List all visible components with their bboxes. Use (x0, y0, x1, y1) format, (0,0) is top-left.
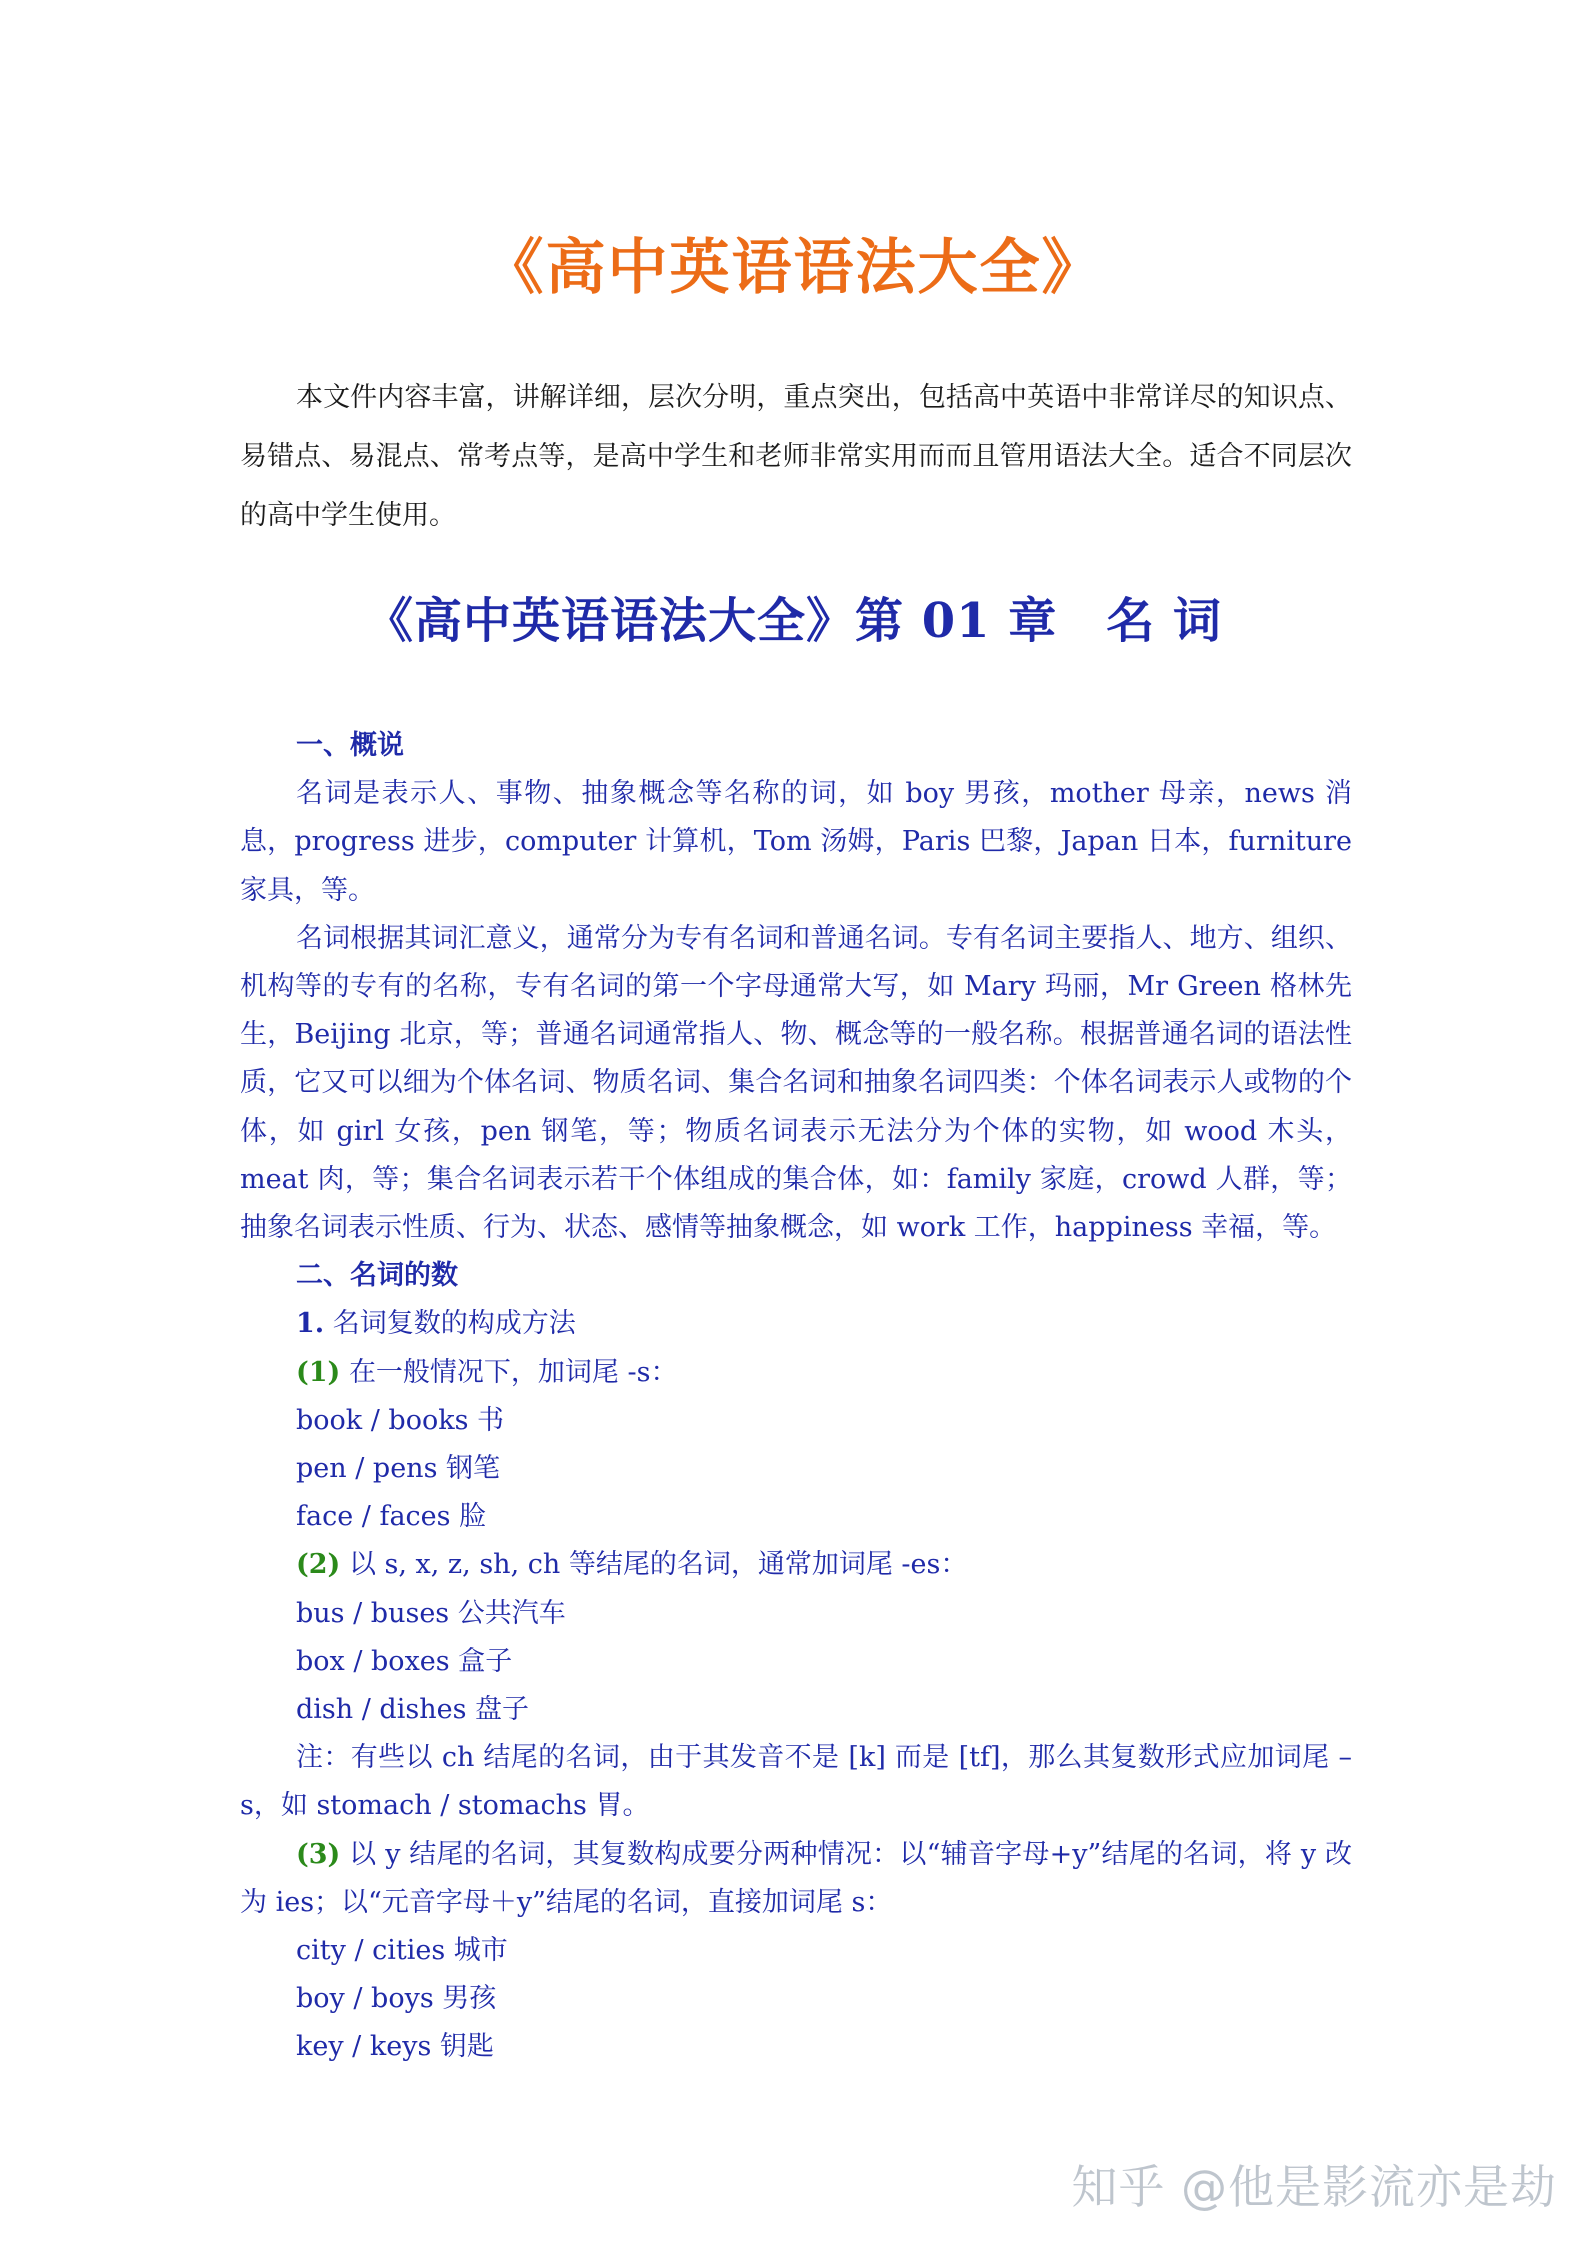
chapter-title-suffix: 章 名 词 (1008, 593, 1222, 649)
intro-paragraph: 本文件内容丰富，讲解详细，层次分明，重点突出，包括高中英语中非常详尽的知识点、易错点、易混点、常考点等，是高中学生和老师非常实用而而且管用语法大全。适合不同层次的高中学生使用。 (240, 382, 1352, 531)
rule-3 (240, 1831, 1352, 1927)
subsection-number: 1. (296, 1308, 325, 1340)
document-title: 《高中英语语法大全》 (483, 233, 1104, 303)
rule-text: 以 y 结尾的名词，其复数构成要分两种情况：以“辅音字母+y”结尾的名词，将 y 改为 ies；以“元音字母＋y”结尾的名词，直接加词尾 s： (240, 1838, 1352, 1918)
subsection-plural-formation (240, 1300, 1352, 1348)
rule-number: (2) (296, 1549, 341, 1581)
zhihu-watermark: 知乎 @他是影流亦是劫 (1071, 2160, 1557, 2214)
example-line: boy / boys 男孩 (296, 1983, 497, 2015)
chapter-title-prefix: 《高中英语语法大全》第 (365, 593, 905, 649)
section-heading-number: 二、名词的数 (296, 1260, 458, 1292)
chapter-number: 01 (921, 593, 991, 649)
example-line: city / cities 城市 (296, 1935, 508, 1967)
example-line: box / boxes 盒子 (296, 1645, 513, 1677)
overview-paragraph-1: 名词是表示人、事物、抽象概念等名称的词，如 boy 男孩，mother 母亲，news 消息，progress 进步，computer 计算机，Tom 汤姆，Paris 巴黎，Japan 日本，furniture 家具，等。 (240, 778, 1352, 906)
example-line: dish / dishes 盘子 (296, 1694, 530, 1726)
rule-number: (3) (296, 1838, 341, 1870)
rule-1 (240, 1349, 1352, 1397)
rule-2 (240, 1541, 1352, 1589)
example-line: bus / buses 公共汽车 (296, 1597, 566, 1629)
overview-paragraph-2: 名词根据其词汇意义，通常分为专有名词和普通名词。专有名词主要指人、地方、组织、机构等的专有的名称，专有名词的第一个字母通常大写，如 Mary 玛丽，Mr Green 格林先生，Beijing 北京，等；普通名词通常指人、物、概念等的一般名称。根据普通名词的语法性质，它又可以细为个体名词、物质名词、集合名词和抽象名词四类：个体名词表示人或物的个体，如 girl 女孩，pen 钢笔，等；物质名词表示无法分为个体的实物，如 wood 木头，meat 肉，等；集合名词表示若干个体组成的集合体，如：family 家庭，crowd 人群，等；抽象名词表示性质、行为、状态、感情等抽象概念，如 work 工作，happiness 幸福，等。 (240, 922, 1352, 1244)
rule-text: 在一般情况下，加词尾 -s： (348, 1356, 678, 1388)
chapter-content (240, 722, 1352, 2072)
example-line: key / keys 钥匙 (296, 2031, 494, 2063)
subsection-text: 名词复数的构成方法 (332, 1308, 576, 1340)
example-line: pen / pens 钢笔 (296, 1453, 501, 1485)
example-line: book / books 书 (296, 1404, 505, 1436)
example-line: face / faces 脸 (296, 1501, 487, 1533)
rule-number: (1) (296, 1356, 341, 1388)
chapter-title (0, 586, 1587, 656)
section-heading-overview: 一、概说 (296, 730, 404, 761)
rule-text: 以 s, x, z, sh, ch 等结尾的名词，通常加词尾 -es： (348, 1549, 968, 1581)
note-paragraph: 注：有些以 ch 结尾的名词，由于其发音不是 [k] 而是 [tf]，那么其复数形式应加词尾 –s，如 stomach / stomachs 胃。 (240, 1742, 1352, 1822)
